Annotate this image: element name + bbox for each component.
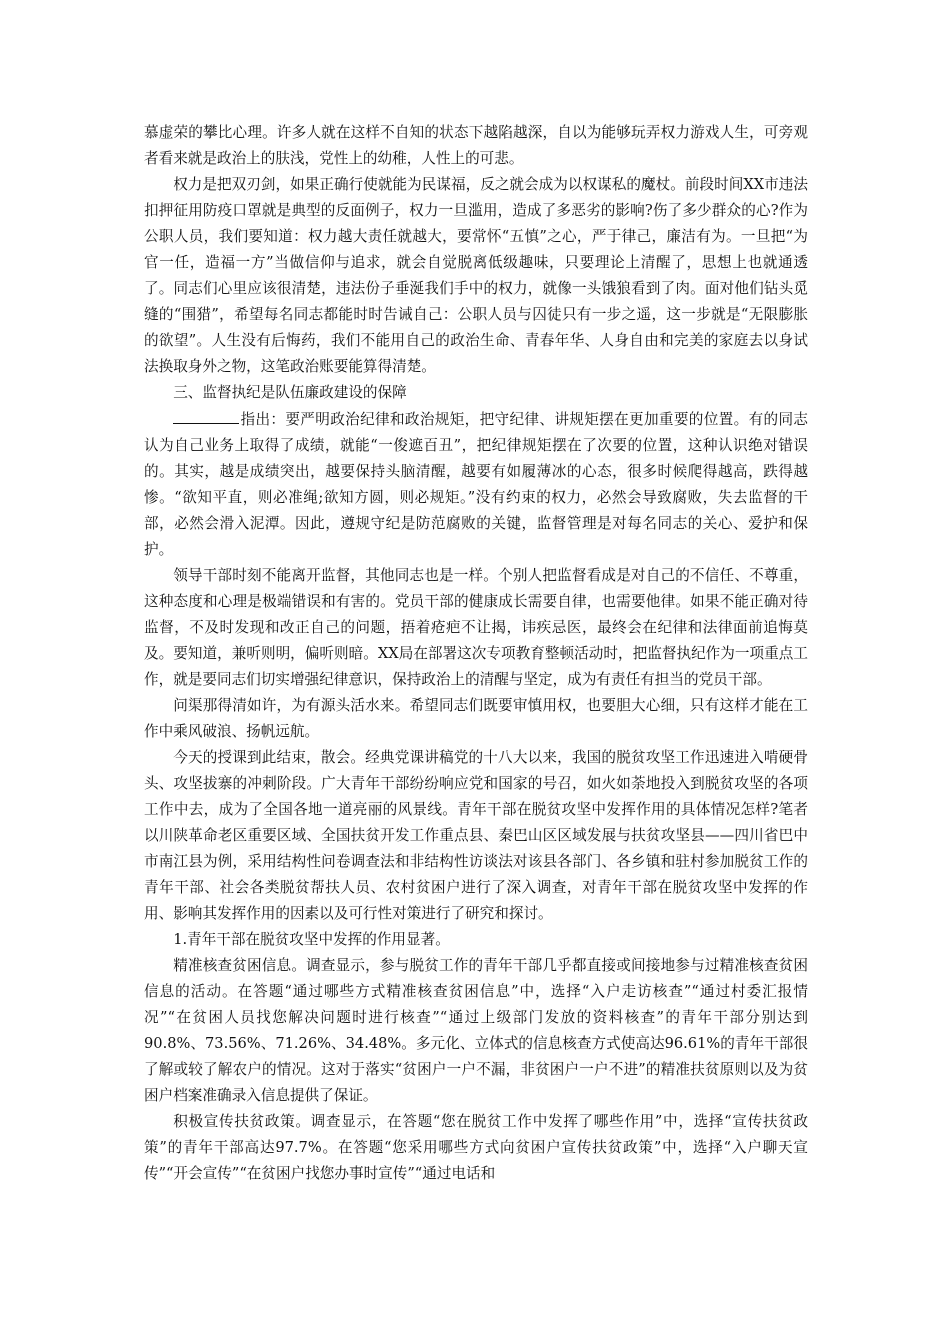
paragraph-leaders-supervision: 领导干部时刻不能离开监督，其他同志也是一样。个别人把监督看成是对自己的不信任、不尊重，这种态度和心理是极端错误和有害的。党员干部的健康成长需要自律，也需要他律。如果不能正确对待监督，不及时发现和改正自己的问题，捂着疮疤不让揭，讳疾忌医，最终会在纪律和法律面前追悔莫及。要知道，兼听则明，偏听则暗。XX局在部署这次专项教育整顿活动时，把监督执纪作为一项重点工作，就是要同志们切实增强纪律意识，保持政治上的清醒与坚定，成为有责任有担当的党员干部。 [144,567,808,688]
document-body [144,120,808,1187]
paragraph-poverty-alleviation: 今天的授课到此结束，散会。经典党课讲稿党的十八大以来，我国的脱贫攻坚工作迅速进入啃硬骨头、攻坚拔寨的冲刺阶段。广大青年干部纷纷响应党和国家的号召，如火如荼地投入到脱贫攻坚的各项工作中去，成为了全国各地一道亮丽的风景线。青年干部在脱贫攻坚中发挥作用的具体情况怎样?笔者以川陕革命老区重要区域、全国扶贫开发工作重点县、秦巴山区区域发展与扶贫攻坚县——四川省巴中市南江县为例，采用结构性问卷调查法和非结构性访谈法对该县各部门、各乡镇和驻村参加脱贫工作的青年干部、社会各类脱贫帮扶人员、农村贫困户进行了深入调查，对青年干部在脱贫攻坚中发挥的作用、影响其发挥作用的因素以及可行性对策进行了研究和探讨。 [144,749,808,922]
paragraph-power-double-edged: 权力是把双刃剑，如果正确行使就能为民谋福，反之就会成为以权谋私的魔杖。前段时间XX市违法扣押征用防疫口罩就是典型的反面例子，权力一旦滥用，造成了多恶劣的影响?伤了多少群众的心?作为公职人员，我们要知道：权力越大责任就越大，要常怀“五慎”之心，严于律己，廉洁有为。一旦把“为官一任，造福一方”当做信仰与追求，就会自觉脱离低级趣味，只要理论上清醒了，思想上也就通透了。同志们心里应该很清楚，违法份子垂涎我们手中的权力，就像一头饿狼看到了肉。面对他们钻头觅缝的“围猎”，希望每名同志都能时时告诫自己：公职人员与囚徒只有一步之遥，这一步就是“无限膨胀的欲望”。人生没有后悔药，我们不能用自己的政治生命、青春年华、人身自由和完美的家庭去以身试法换取身外之物，这笔政治账要能算得清楚。 [144,176,808,375]
paragraph-verify-info: 精准核查贫困信息。调查显示，参与脱贫工作的青年干部几乎都直接或间接地参与过精准核查贫困信息的活动。在答题“通过哪些方式精准核查贫困信息”中，选择“入户走访核查”“通过村委汇报情况”“在贫困人员找您解决问题时进行核查”“通过上级部门发放的资料核查”的青年干部分别达到90.8%、73.56%、71.26%、34.48%。多元化、立体式的信息核查方式使高达96.61%的青年干部很了解或较了解农户的情况。这对于落实“贫困户一户不漏，非贫困户一户不进”的精准扶贫原则以及为贫困户档案准确录入信息提供了保证。 [144,957,808,1104]
paragraph-discipline-text: 指出：要严明政治纪律和政治规矩，把守纪律、讲规矩摆在更加重要的位置。有的同志认为自己业务上取得了成绩，就能“一俊遮百丑”，把纪律规矩摆在了次要的位置，这种认识绝对错误的。其实，越是成绩突出，越要保持头脑清醒，越要有如履薄冰的心态，很多时候爬得越高，跌得越惨。“欲知平直，则必准绳;欲知方圆，则必规矩。”没有约束的权力，必然会导致腐败，失去监督的干部，必然会滑入泥潭。因此，遵规守纪是防范腐败的关键，监督管理是对每名同志的关心、爱护和保护。 [144,411,808,558]
paragraph-promote-policy: 积极宣传扶贫政策。调查显示，在答题“您在脱贫工作中发挥了哪些作用”中，选择“宣传扶贫政策”的青年干部高达97.7%。在答题“您采用哪些方式向贫困户宣传扶贫政策”中，选择“入户聊天宣传”“开会宣传”“在贫困户找您办事时宣传”“通过电话和 [144,1113,808,1182]
subheading-youth-role: 1.青年干部在脱贫攻坚中发挥的作用显著。 [173,931,450,948]
section-heading-supervision: 三、监督执纪是队伍廉政建设的保障 [173,384,407,401]
paragraph-continuation: 慕虚荣的攀比心理。许多人就在这样不自知的状态下越陷越深，自以为能够玩弄权力游戏人生，可旁观者看来就是政治上的肤浅，党性上的幼稚，人性上的可悲。 [144,124,808,167]
paragraph-discipline [144,406,808,563]
paragraph-clear-water: 问渠那得清如许，为有源头活水来。希望同志们既要审慎用权，也要胆大心细，只有这样才能在工作中乘风破浪、扬帆远航。 [144,697,808,740]
blank-underline [173,406,239,424]
